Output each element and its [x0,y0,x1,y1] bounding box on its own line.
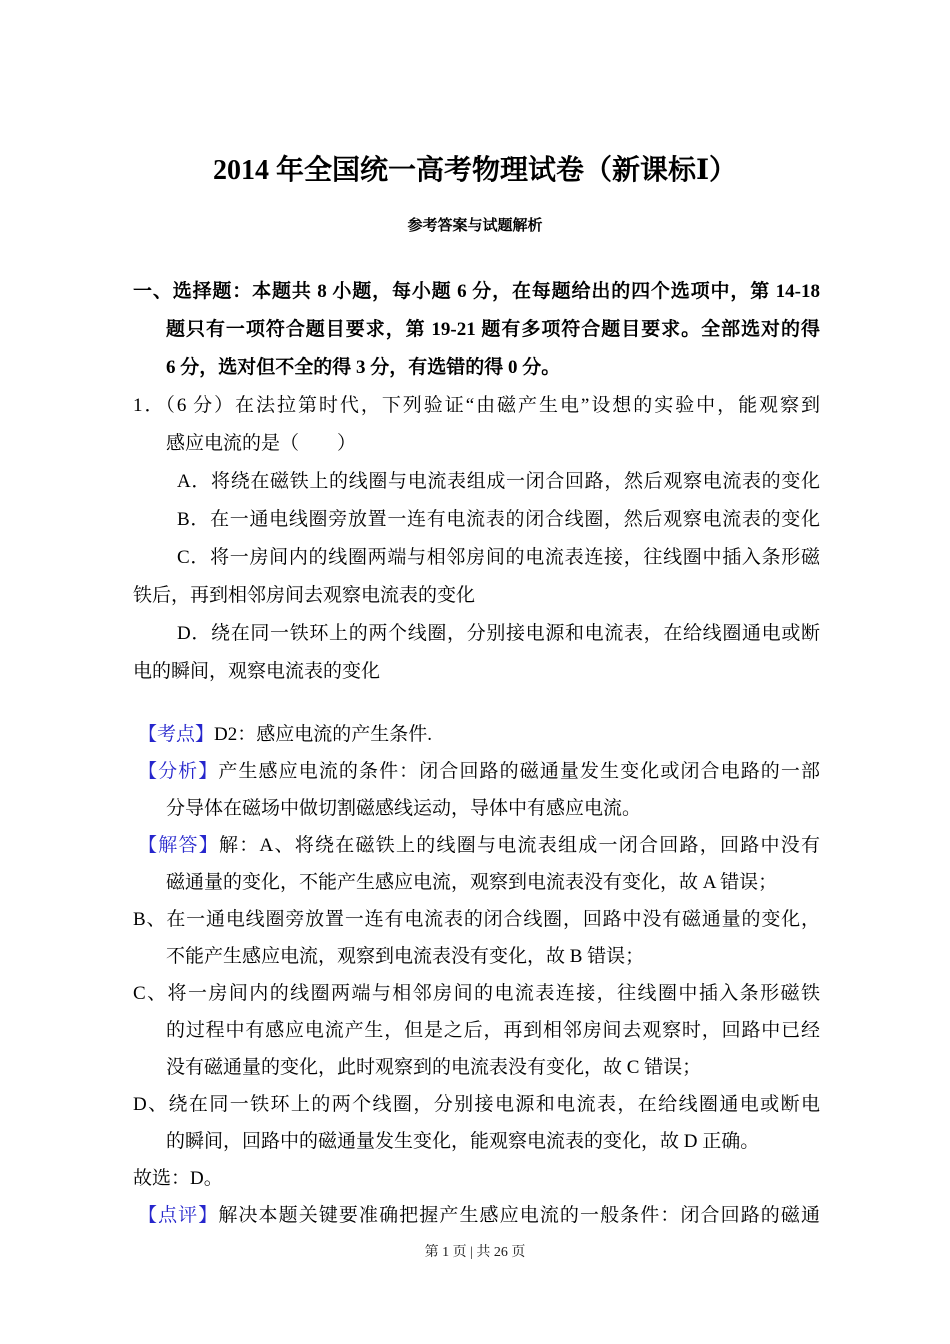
kaodian-tag: 【考点】 [138,724,215,745]
question-1-option-c-line-2: 铁后，再到相邻房间去观察电流表的变化 [133,585,476,606]
page-subtitle: 参考答案与试题解析 [407,218,543,234]
jieda-text-line-1: 解：A、将绕在磁铁上的线圈与电流表组成一闭合回路，回路中没有 [219,835,820,856]
jieda-line-5: C、将一房间内的线圈两端与相邻房间的电流表连接，往线圈中插入条形磁铁 [133,983,820,1004]
question-1-option-d-line-1: D．绕在同一铁环上的两个线圈，分别接电源和电流表，在给线圈通电或断 [177,623,820,644]
section-heading-line-3: 6 分，选对但不全的得 3 分，有选错的得 0 分。 [166,357,561,378]
jieda-line-9: 的瞬间，回路中的磁通量发生变化，能观察电流表的变化，故 D 正确。 [166,1131,760,1152]
answer-analysis-section [133,716,820,1234]
fenxi-line-2: 分导体在磁场中做切割磁感线运动，导体中有感应电流。 [166,798,642,819]
question-1-stem-line-1: 1．（6 分）在法拉第时代，下列验证“由磁产生电”设想的实验中，能观察到 [133,395,820,416]
dianping-text: 解决本题关键要准确把握产生感应电流的一般条件：闭合回路的磁通 [218,1205,820,1226]
jieda-tag: 【解答】 [138,835,220,856]
jieda-line-4: 不能产生感应电流，观察到电流表没有变化，故 B 错误； [166,946,645,967]
question-1-option-d-line-2: 电的瞬间，观察电流表的变化 [133,661,381,682]
fenxi-line-1 [138,753,820,790]
question-1-option-c-line-1: C．将一房间内的线圈两端与相邻房间的电流表连接，往线圈中插入条形磁 [177,547,820,568]
page-footer: 第 1 页 | 共 26 页 [424,1245,526,1260]
jieda-line-3: B、在一通电线圈旁放置一连有电流表的闭合线圈，回路中没有磁通量的变化， [133,909,820,930]
section-heading-line-2: 题只有一项符合题目要求，第 19-21 题有多项符合题目要求。全部选对的得 [166,319,820,340]
page-title: 2014 年全国统一高考物理试卷（新课标Ⅰ） [212,155,738,186]
question-1-stem-line-2: 感应电流的是（ ） [166,433,357,454]
fenxi-tag: 【分析】 [138,761,219,782]
jieda-line-8: D、绕在同一铁环上的两个线圈，分别接电源和电流表，在给线圈通电或断电 [133,1094,820,1115]
jieda-line-7: 没有磁通量的变化，此时观察到的电流表没有变化，故 C 错误； [166,1057,702,1078]
jieda-line-2: 磁通量的变化，不能产生感应电流，观察到电流表没有变化，故 A 错误； [166,872,778,893]
section-heading-line-1: 一、选择题：本题共 8 小题，每小题 6 分，在每题给出的四个选项中，第 14-18 [133,281,820,302]
fenxi-text-line-1: 产生感应电流的条件：闭合回路的磁通量发生变化或闭合电路的一部 [218,761,820,782]
question-1-option-a: A．将绕在磁铁上的线圈与电流表组成一闭合回路，然后观察电流表的变化 [177,471,820,492]
dianping-line [138,1197,820,1234]
dianping-tag: 【点评】 [138,1205,219,1226]
kaodian-line [138,716,820,753]
kaodian-text: D2：感应电流的产生条件. [214,724,432,745]
question-section [133,273,820,691]
jieda-line-1 [138,827,820,864]
question-1-option-b: B．在一通电线圈旁放置一连有电流表的闭合线圈，然后观察电流表的变化 [177,509,820,530]
answer-choice-line: 故选：D。 [133,1168,223,1189]
jieda-line-6: 的过程中有感应电流产生，但是之后，再到相邻房间去观察时，回路中已经 [166,1020,820,1041]
